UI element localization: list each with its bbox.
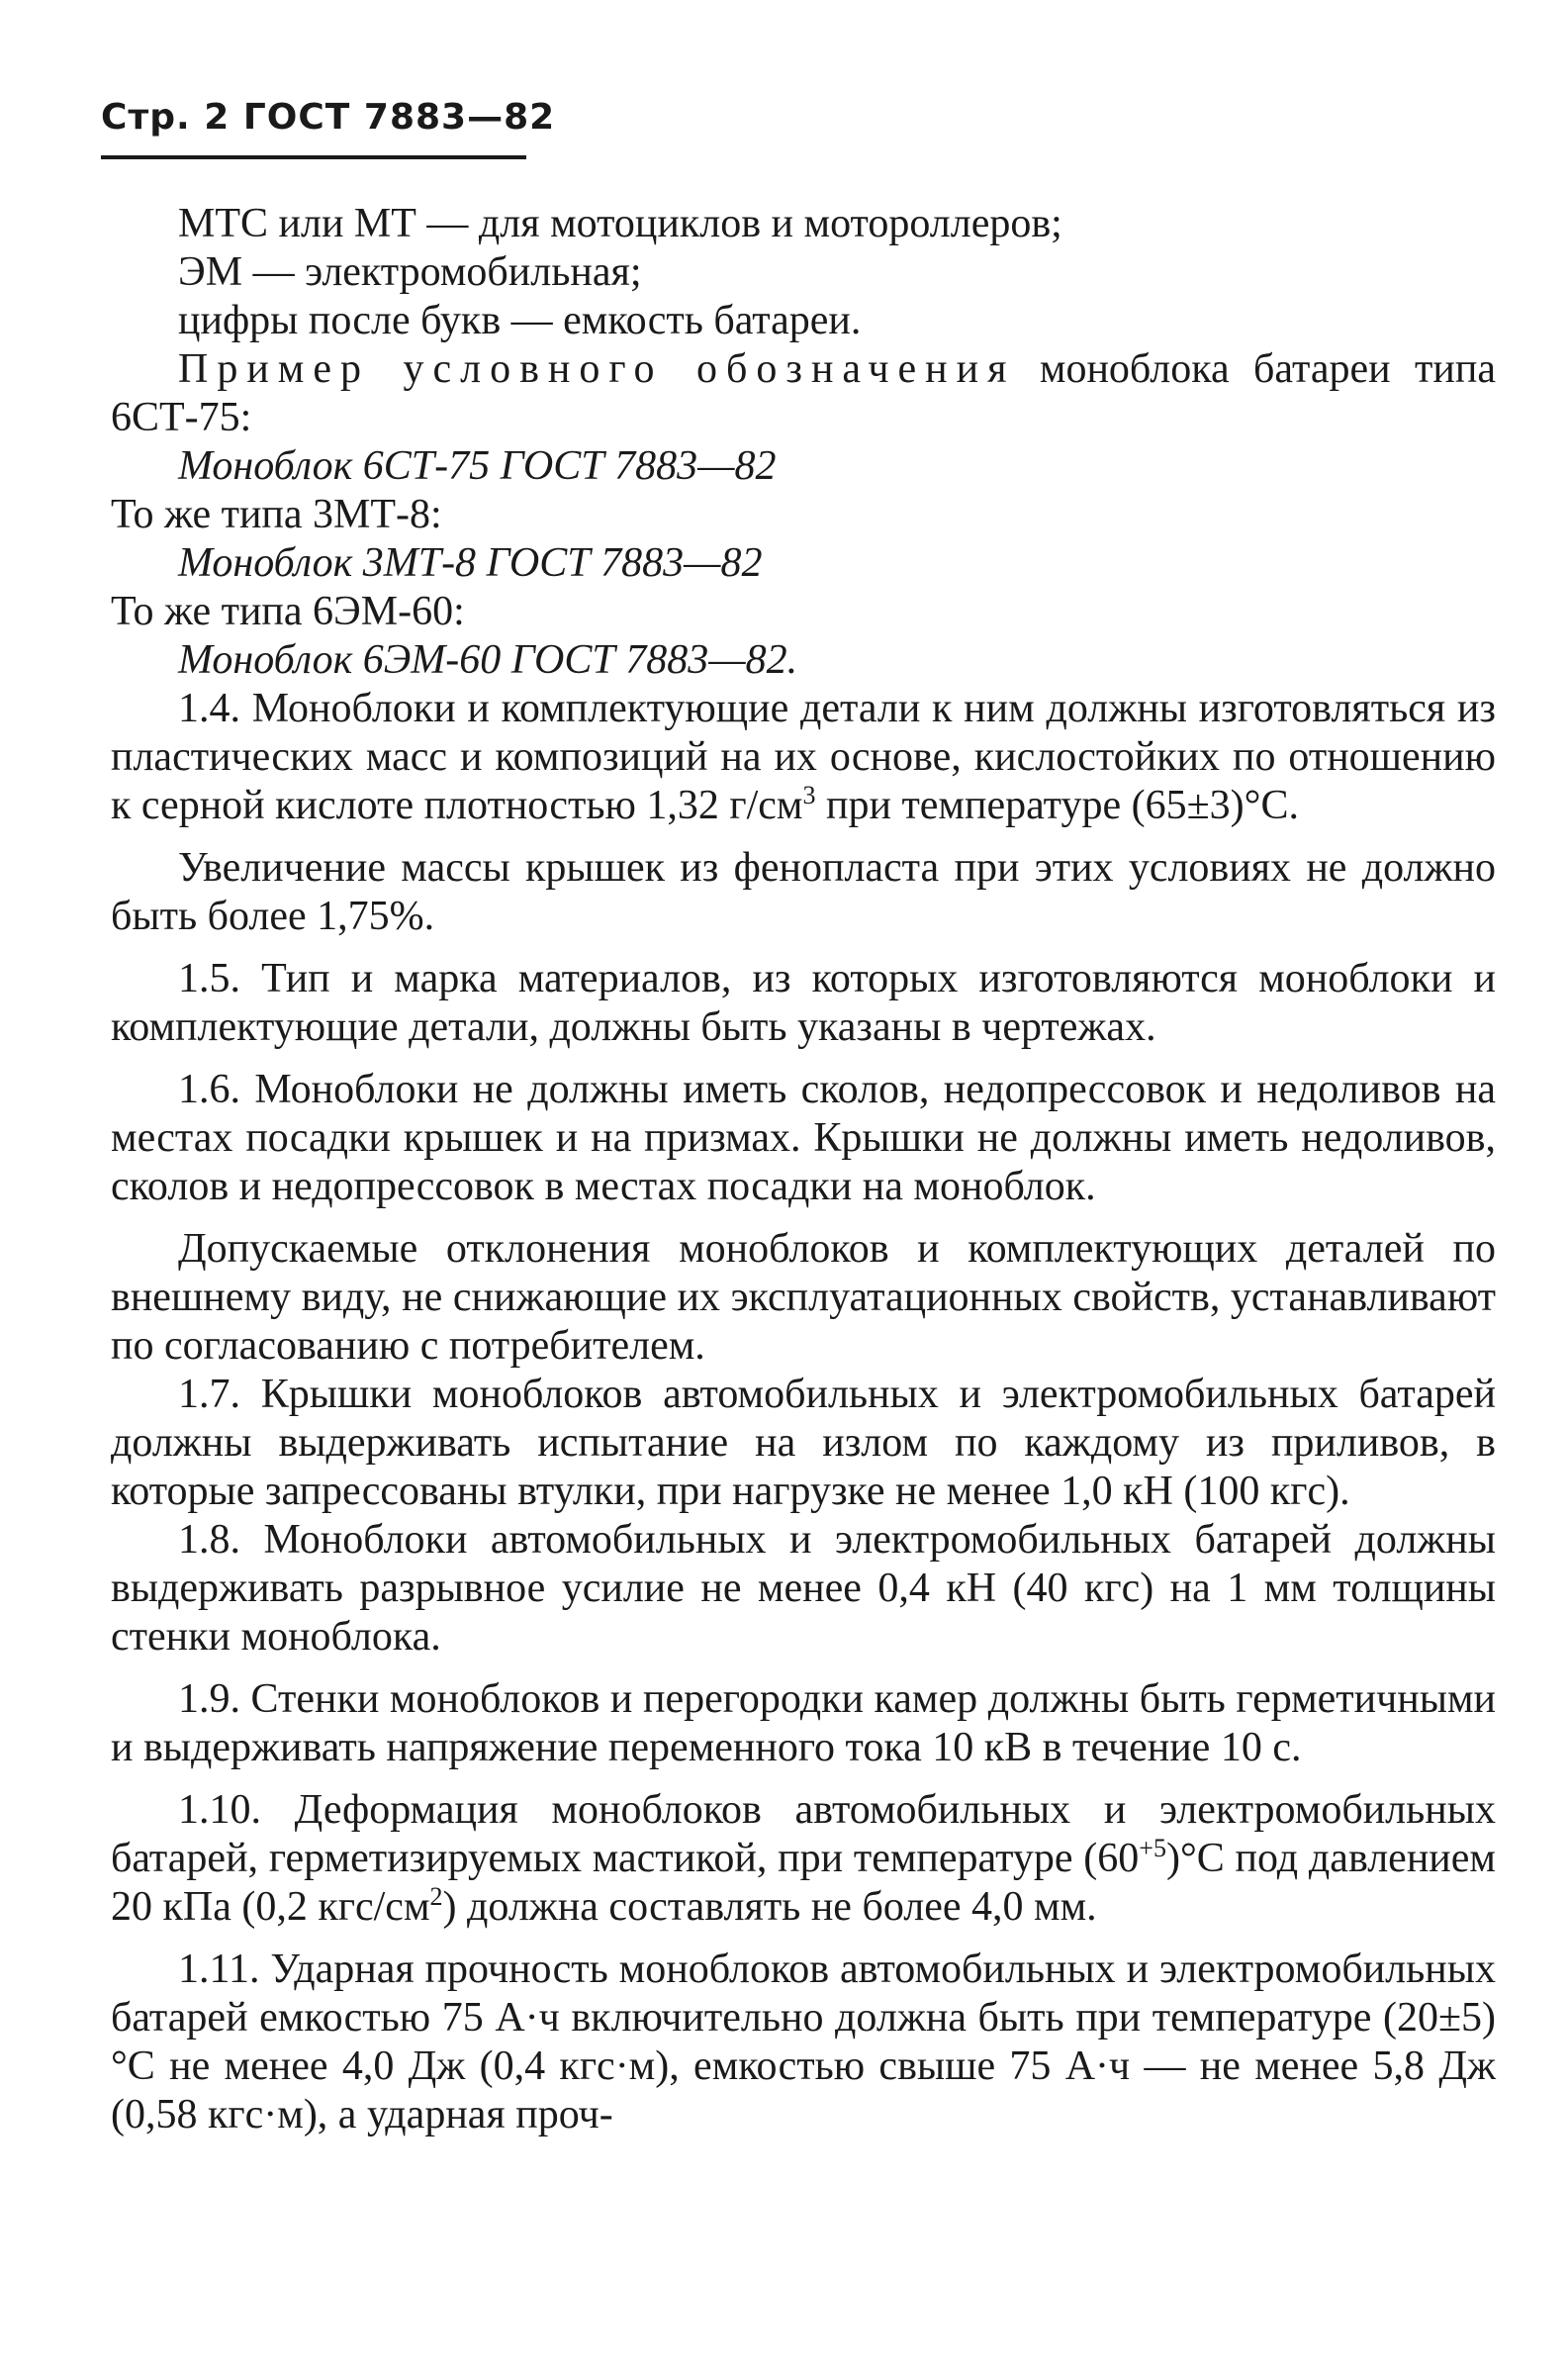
same-type-1: То же типа 3МТ-8: <box>111 492 442 537</box>
clause-1-7: 1.7. Крышки моноблоков автомобильных и электромобильных батарей должны выдерживать испытание на излом по каждому из приливов, в которые запрессованы втулки, при нагрузке не менее 1,0 кН (100 кгс). <box>111 1372 1496 1514</box>
clause-1-10-sup-square: 2 <box>429 1882 443 1911</box>
page-header: Стр. 2 ГОСТ 7883—82 <box>101 97 556 138</box>
clause-1-4-sup: 3 <box>802 781 816 809</box>
document-body <box>111 200 1496 2139</box>
clause-1-5: 1.5. Тип и марка материалов, из которых изготовляются моноблоки и комплектующие детали, должны быть указаны в чертежах. <box>111 956 1496 1050</box>
clause-1-10-b: )°С под давлением 20 кПа (0,2 кгс/см <box>111 1836 1496 1930</box>
line-digits: цифры после букв — емкость батареи. <box>178 298 862 343</box>
example-intro <box>111 345 1496 442</box>
line-em: ЭМ — электромобильная; <box>178 249 642 295</box>
example-designation-2: Моноблок 3МТ-8 ГОСТ 7883—82 <box>178 540 763 586</box>
header-rule <box>101 155 526 159</box>
clause-1-4-mass: Увеличение массы крышек из фенопласта при этих условиях не должно быть более 1,75%. <box>111 845 1496 939</box>
clause-1-10-c: ) должна составлять не более 4,0 мм. <box>442 1884 1097 1930</box>
clause-1-4-end: при температуре (65±3)°С. <box>815 783 1299 828</box>
clause-1-10-sup-tolerance: +5 <box>1139 1834 1166 1862</box>
line-mts: МТС или МТ — для мотоциклов и мотороллеров; <box>178 201 1062 246</box>
example-intro-rest: моноблока батареи типа 6СТ-75: <box>111 346 1496 440</box>
clause-1-9: 1.9. Стенки моноблоков и перегородки камер должны быть герметичными и выдерживать напряжение переменного тока 10 кВ в течение 10 с. <box>111 1676 1496 1770</box>
clause-1-11: 1.11. Ударная прочность моноблоков автомобильных и электромобильных батарей емкостью 75 А·ч включительно должна быть при температуре (20±5)°С не менее 4,0 Дж (0,4 кгс·м), емкостью свыше 75 А·ч — не менее 5,8 Дж (0,58 кгс·м), а ударная проч- <box>111 1947 1496 2137</box>
clause-1-4 <box>111 685 1496 830</box>
clause-1-6-deviations: Допускаемые отклонения моноблоков и комплектующих деталей по внешнему виду, не снижающие их эксплуатационных свойств, устанавливают по согласованию с потребителем. <box>111 1226 1496 1369</box>
example-designation-3: Моноблок 6ЭМ-60 ГОСТ 7883—82. <box>178 637 798 683</box>
example-intro-spaced: Пример условного обозначения <box>178 346 1016 392</box>
same-type-2: То же типа 6ЭМ-60: <box>111 589 465 634</box>
clause-1-8: 1.8. Моноблоки автомобильных и электромобильных батарей должны выдерживать разрывное усилие не менее 0,4 кН (40 кгс) на 1 мм толщины стенки моноблока. <box>111 1517 1496 1660</box>
clause-1-10 <box>111 1786 1496 1932</box>
clause-1-6: 1.6. Моноблоки не должны иметь сколов, недопрессовок и недоливов на местах посадки крышек и на призмах. Крышки не должны иметь недоливов, сколов и недопрессовок в местах посадки на моноблок. <box>111 1067 1496 1209</box>
example-designation-1: Моноблок 6СТ-75 ГОСТ 7883—82 <box>178 443 777 489</box>
clause-1-10-a: 1.10. Деформация моноблоков автомобильных и электромобильных батарей, герметизируемых мастикой, при температуре (60 <box>111 1787 1496 1881</box>
clause-1-4-text: 1.4. Моноблоки и комплектующие детали к ним должны изготовляться из пластических масс и композиций на их основе, кислостойких по отношению к серной кислоте плотностью 1,32 г/см <box>111 686 1496 828</box>
